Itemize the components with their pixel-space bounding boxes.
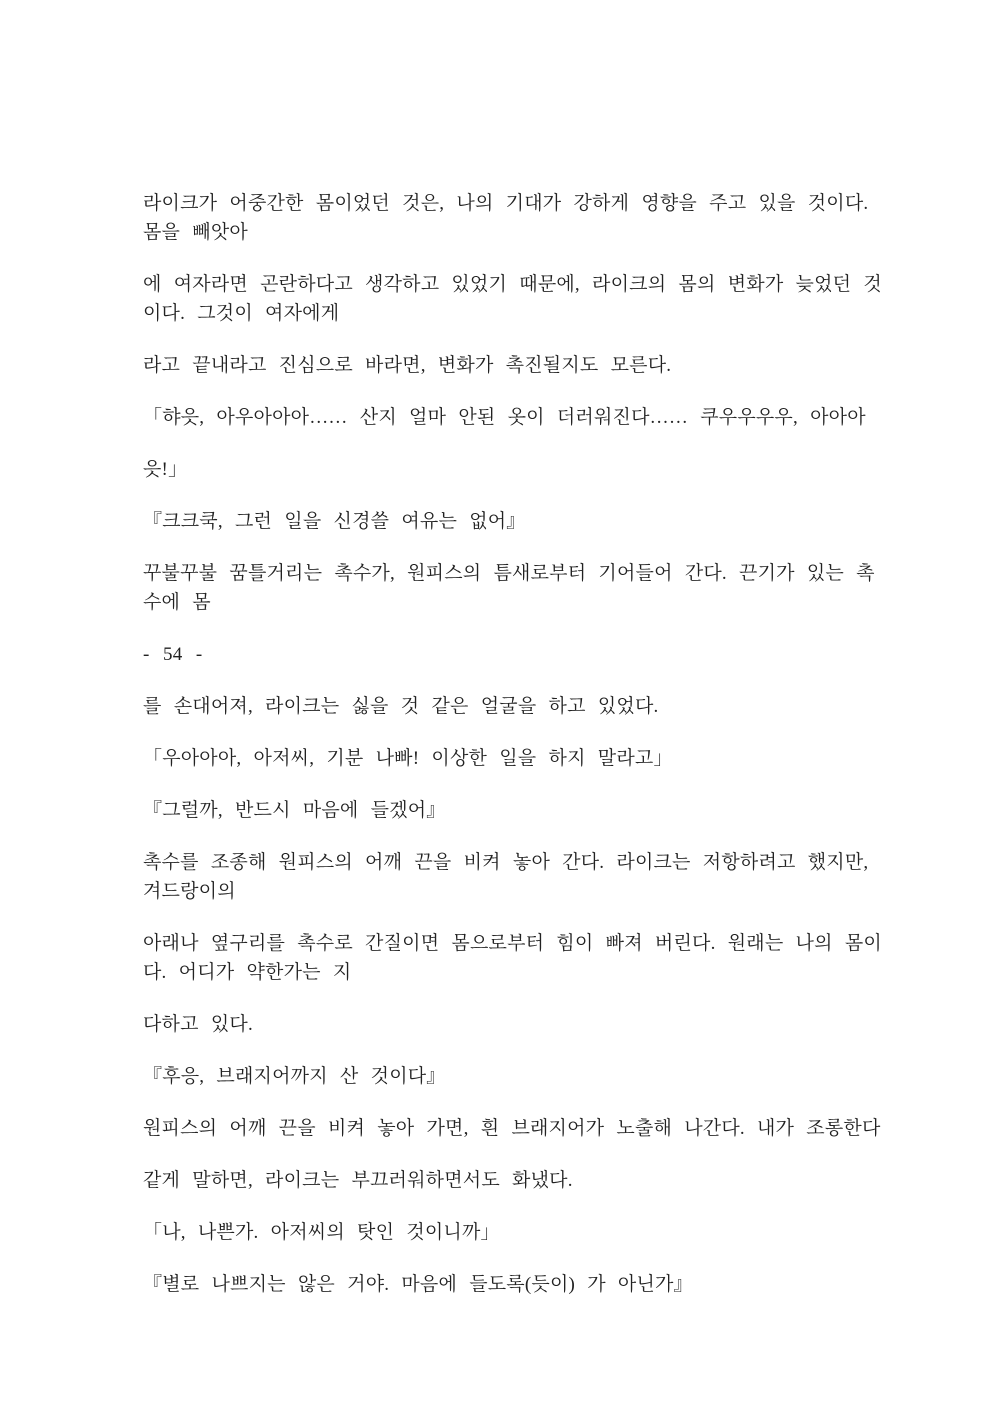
paragraph: 읏!」 xyxy=(143,459,188,480)
paragraph: 를 손대어져, 라이크는 싫을 것 같은 얼굴을 하고 있었다. xyxy=(143,696,659,717)
page-number: - 54 - xyxy=(143,644,203,665)
paragraph: 라고 끝내라고 진심으로 바라면, 변화가 촉진될지도 모른다. xyxy=(143,355,672,376)
paragraph: 「우아아아, 아저씨, 기분 나빠! 이상한 일을 하지 말라고」 xyxy=(143,748,673,769)
paragraph: 『그럴까, 반드시 마음에 들겠어』 xyxy=(143,800,446,821)
paragraph: 라이크가 어중간한 몸이었던 것은, 나의 기대가 강하게 영향을 주고 있을 것이다. 몸을 빼앗아 xyxy=(143,193,869,243)
paragraph: 아래나 옆구리를 촉수로 간질이면 몸으로부터 힘이 빠져 버린다. 원래는 나의 몸이다. 어디가 약한가는 지 xyxy=(143,933,882,983)
paragraph: 꾸불꾸불 꿈틀거리는 촉수가, 원피스의 틈새로부터 기어들어 간다. 끈기가 있는 촉수에 몸 xyxy=(143,563,875,613)
paragraph: 「나, 나쁜가. 아저씨의 탓인 것이니까」 xyxy=(143,1222,500,1243)
page-body xyxy=(143,189,882,1322)
paragraph: 에 여자라면 곤란하다고 생각하고 있었기 때문에, 라이크의 몸의 변화가 늦었던 것이다. 그것이 여자에게 xyxy=(143,274,882,324)
paragraph: 「햐읏, 아우아아아…… 산지 얼마 안된 옷이 더러워진다…… 쿠우우우우, 아아아 xyxy=(143,407,866,428)
paragraph: 『별로 나쁘지는 않은 거야. 마음에 들도록(듯이) 가 아닌가』 xyxy=(143,1274,693,1295)
paragraph: 원피스의 어깨 끈을 비켜 놓아 가면, 흰 브래지어가 노출해 나간다. 내가 조롱한다 xyxy=(143,1118,881,1139)
paragraph: 같게 말하면, 라이크는 부끄러워하면서도 화냈다. xyxy=(143,1170,573,1191)
paragraph: 『후응, 브래지어까지 산 것이다』 xyxy=(143,1066,446,1087)
paragraph: 다하고 있다. xyxy=(143,1014,253,1035)
paragraph: 촉수를 조종해 원피스의 어깨 끈을 비켜 놓아 간다. 라이크는 저항하려고 했지만, 겨드랑이의 xyxy=(143,852,869,902)
paragraph: 『크크쿡, 그런 일을 신경쓸 여유는 없어』 xyxy=(143,511,526,532)
